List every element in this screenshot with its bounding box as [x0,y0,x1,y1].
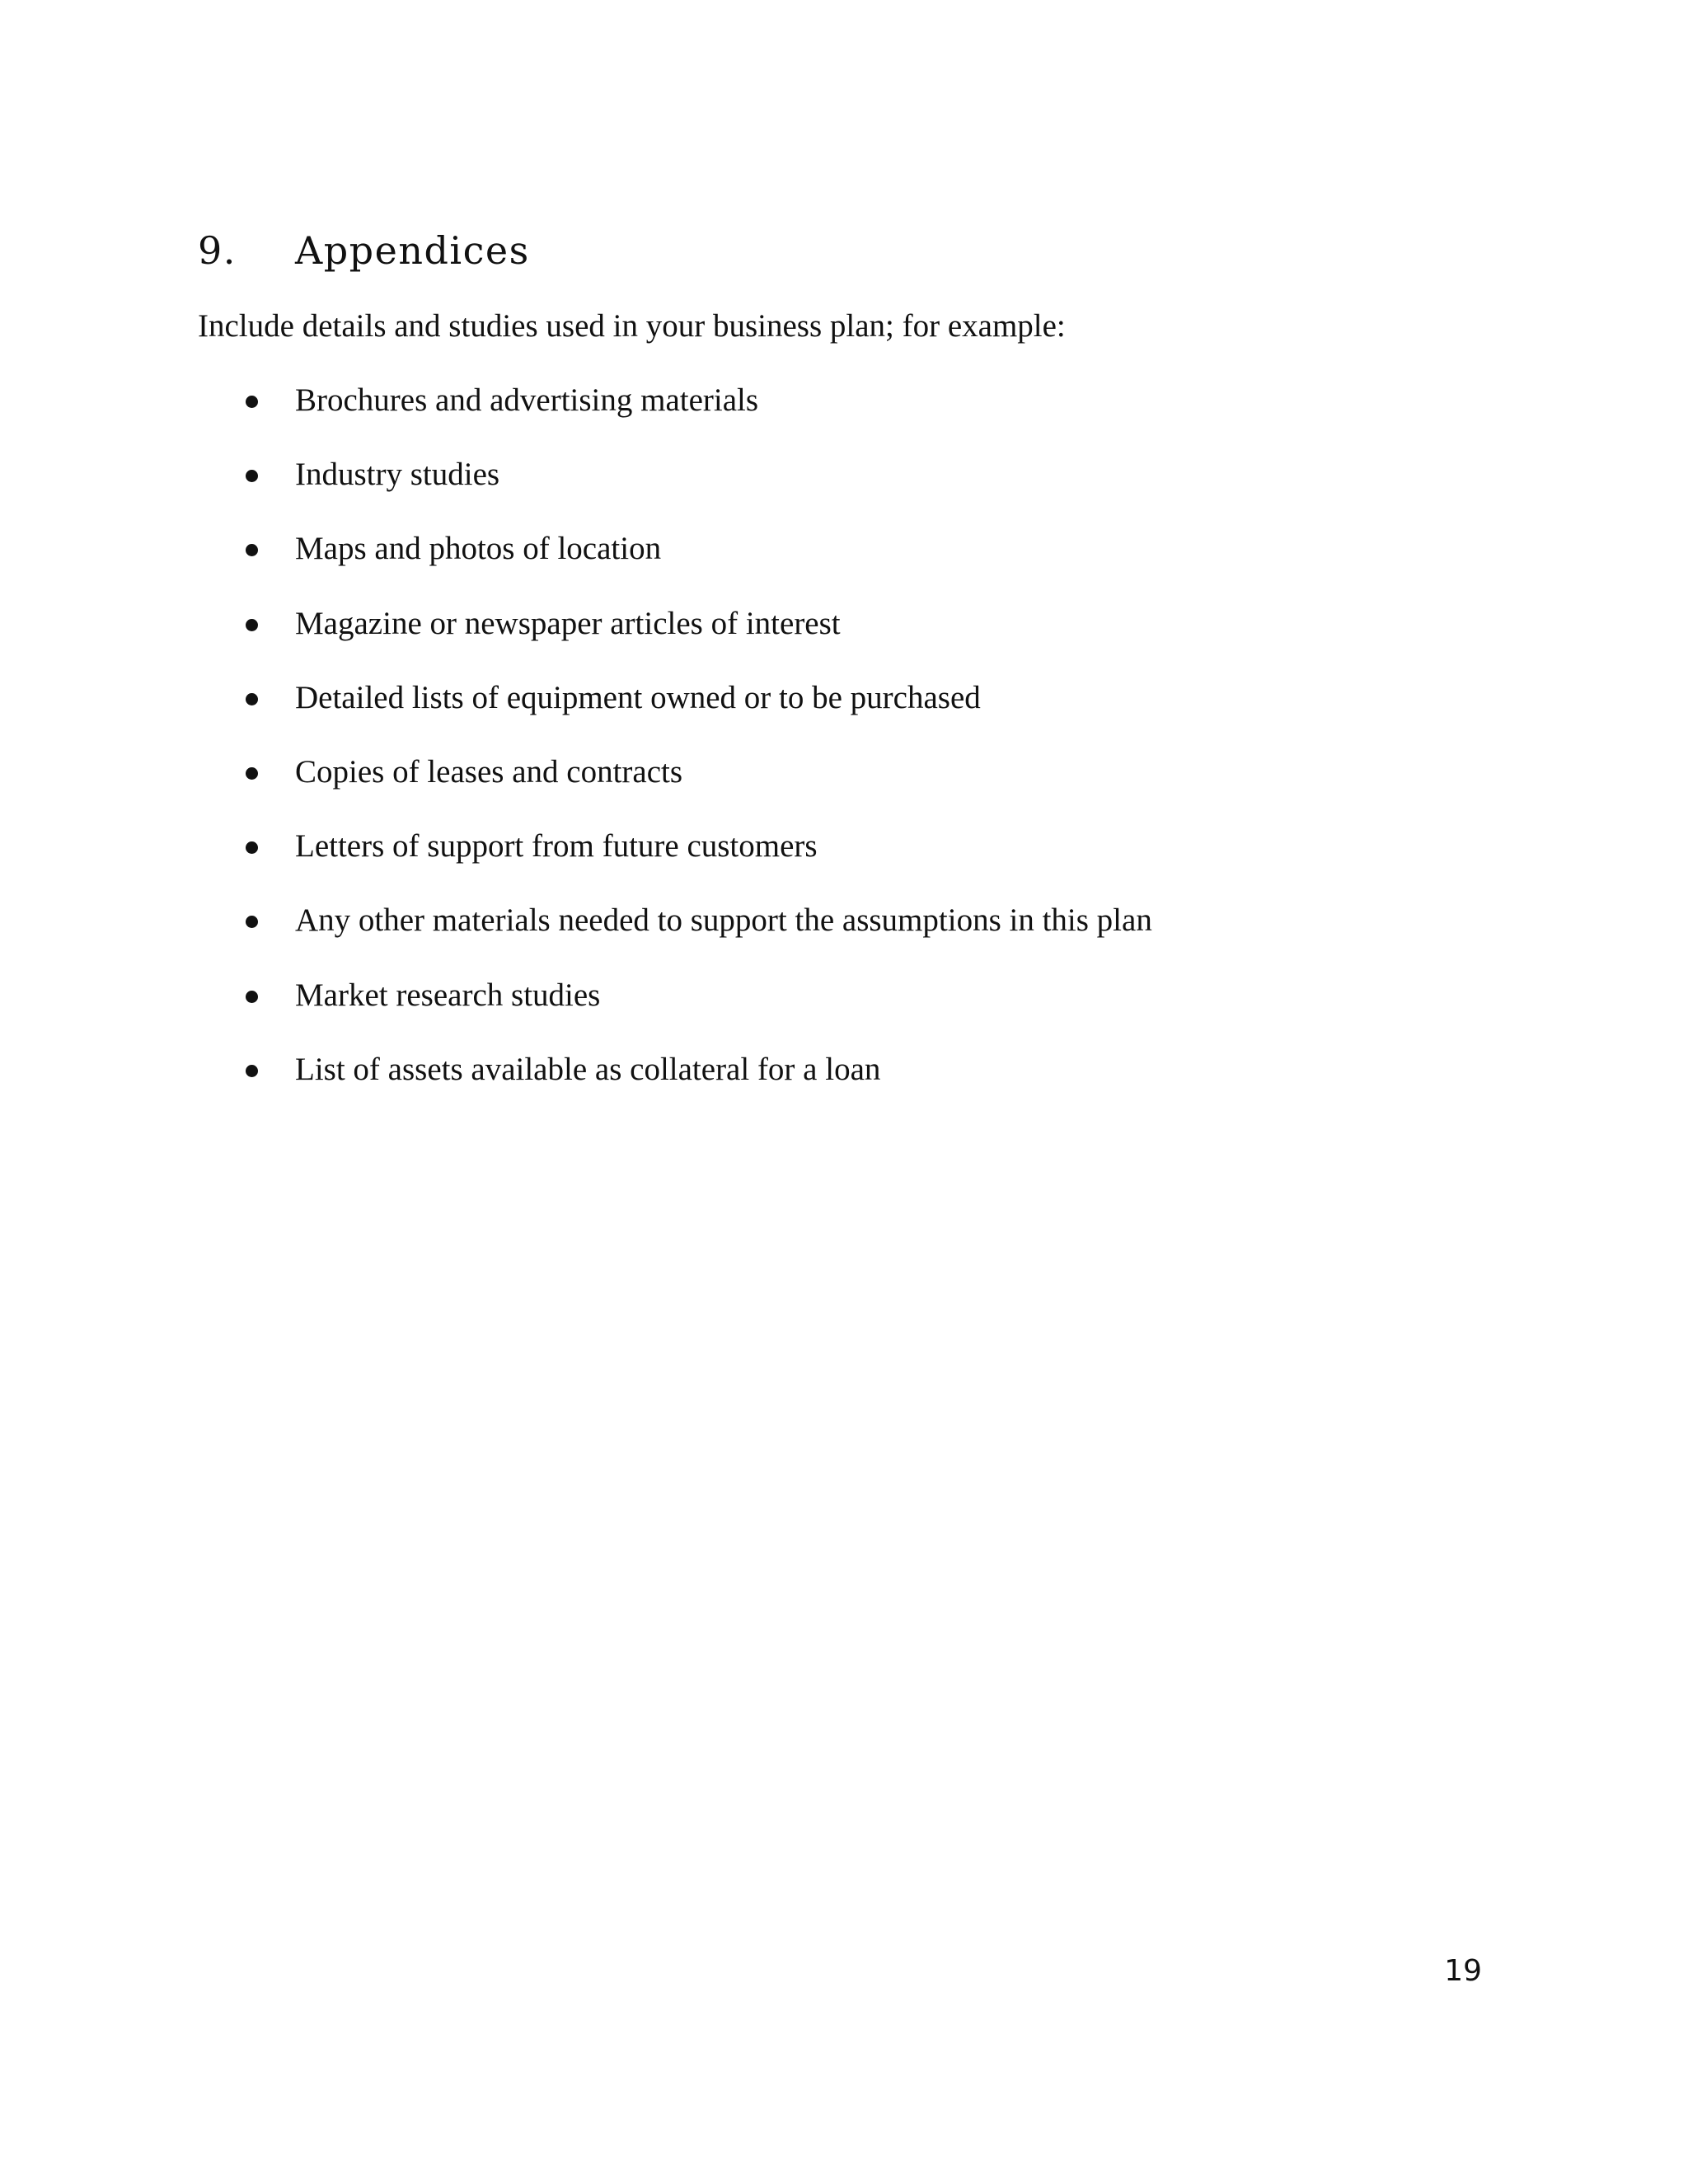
list-item-text: Letters of support from future customers [295,828,818,865]
list-item-text: List of assets available as collateral for a loan [295,1051,881,1087]
list-item-text: Detailed lists of equipment owned or to be purchased [295,679,981,715]
bullet-icon [246,841,258,854]
bullet-icon [246,1065,258,1077]
intro-paragraph: Include details and studies used in your business plan; for example: [198,308,1066,344]
section-title: Appendices [295,228,530,273]
list-item-text: Market research studies [295,977,601,1013]
section-number: 9. [198,228,237,273]
list-item-text: Copies of leases and contracts [295,753,683,790]
bullet-icon [246,470,258,482]
list-item-text: Brochures and advertising materials [295,382,759,418]
list-item-text: Any other materials needed to support the assumptions in this plan [295,902,1152,939]
bullet-icon [246,767,258,780]
list-item-text: Magazine or newspaper articles of interest [295,605,841,641]
bullet-icon [246,544,258,556]
list-item-text: Maps and photos of location [295,531,662,567]
bullet-icon [246,619,258,631]
list-item-text: Industry studies [295,457,500,493]
bullet-icon [246,693,258,705]
bullet-icon [246,916,258,928]
bullet-icon [246,396,258,408]
bullet-icon [246,991,258,1003]
page-number: 19 [1444,1954,1482,1988]
section-heading [198,224,530,277]
